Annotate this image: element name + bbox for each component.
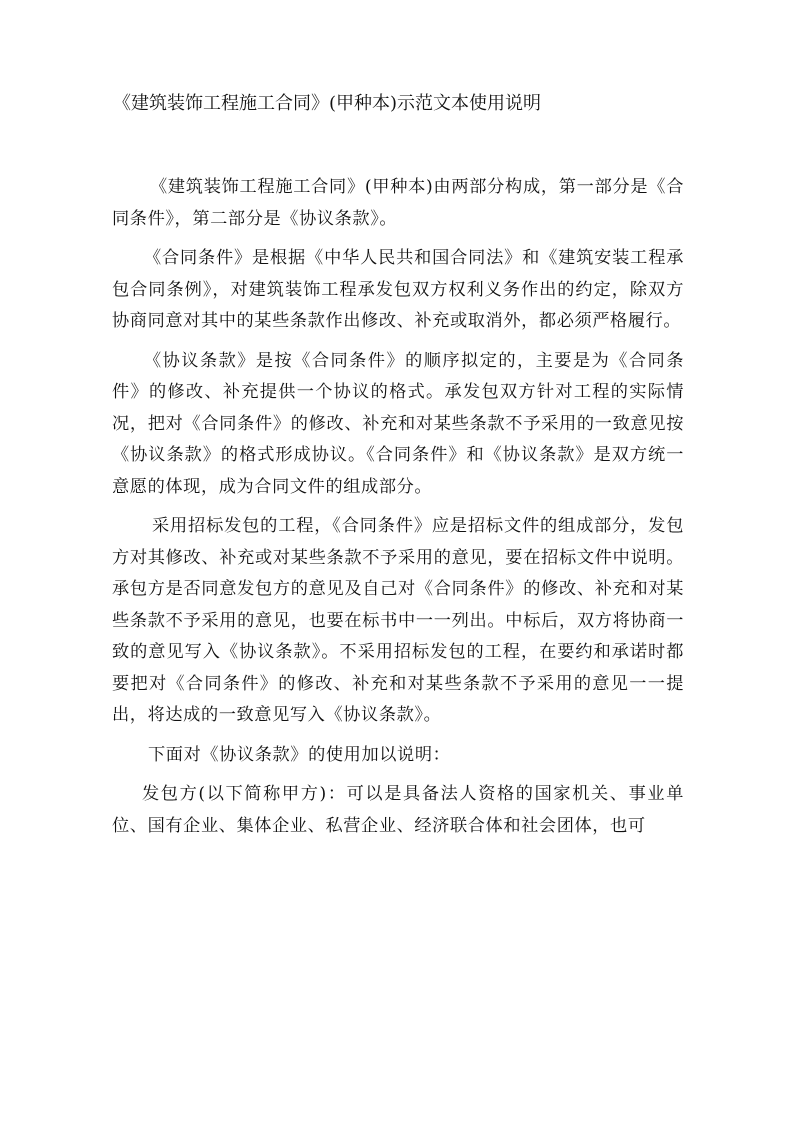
paragraph-usage-intro: 下面对《协议条款》的使用加以说明： (148, 744, 451, 765)
paragraph-party-a: 发包方(以下简称甲方)：可以是具备法人资格的国家机关、事业单位、国有企业、集体企业、私营企业、经济联合体和社会团体，也可 (112, 784, 684, 836)
document-body (112, 172, 684, 850)
document-title: 《建筑装饰工程施工合同》(甲种本)示范文本使用说明 (113, 93, 542, 114)
paragraph-composition: 《建筑装饰工程施工合同》(甲种本)由两部分构成，第一部分是《合同条件》，第二部分是《协议条款》。 (112, 177, 684, 229)
paragraph-tender-projects: 采用招标发包的工程，《合同条件》应是招标文件的组成部分，发包方对其修改、补充或对某些条款不予采用的意见，要在招标文件中说明。承包方是否同意发包方的意见及自己对《合同条件》的修改、补充和对某些条款不予采用的意见，也要在标书中一一列出。中标后，双方将协商一致的意见写入《协议条款》。不采用招标发包的工程，在要约和承诺时都要把对《合同条件》的修改、补充和对某些条款不予采用的意见一一提出，将达成的一致意见写入《协议条款》。 (112, 516, 684, 725)
paragraph-contract-conditions: 《合同条件》是根据《中华人民共和国合同法》和《建筑安装工程承包合同条例》，对建筑装饰工程承发包双方权利义务作出的约定，除双方协商同意对其中的某些条款作出修改、补充或取消外，都必须严格履行。 (112, 248, 684, 331)
paragraph-agreement-clauses: 《协议条款》是按《合同条件》的顺序拟定的，主要是为《合同条件》的修改、补充提供一个协议的格式。承发包双方针对工程的实际情况，把对《合同条件》的修改、补充和对某些条款不予采用的一致意见按《协议条款》的格式形成协议。《合同条件》和《协议条款》是双方统一意愿的体现，成为合同文件的组成部分。 (112, 350, 684, 497)
